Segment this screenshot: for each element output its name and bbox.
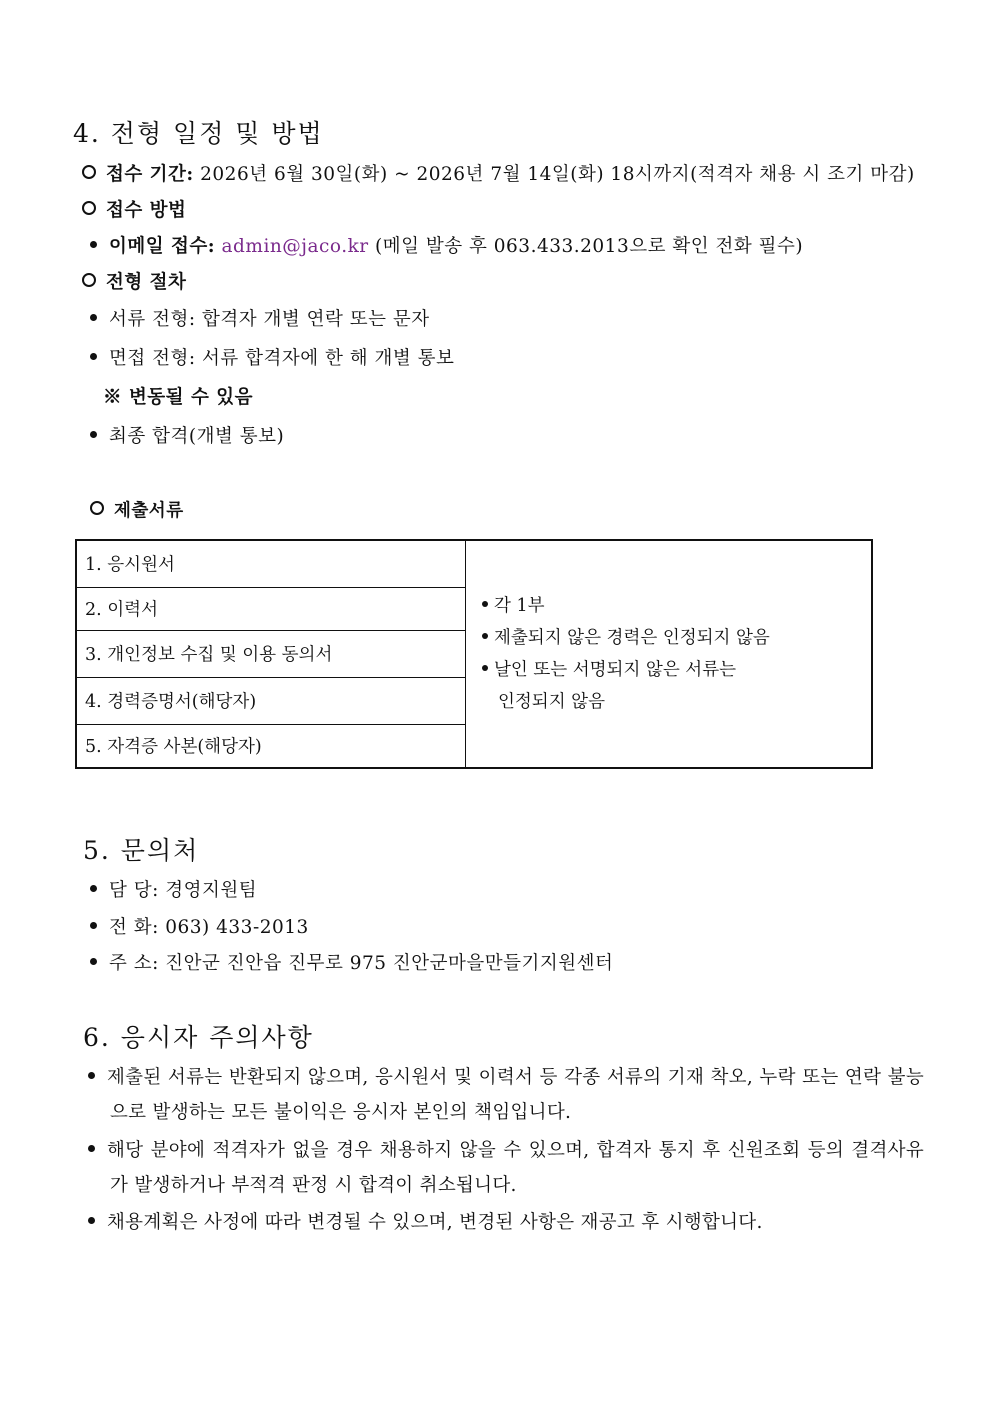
dot-bullet-icon bbox=[90, 241, 97, 248]
note-text: 각 1부 bbox=[494, 596, 545, 616]
email-note: (메일 발송 후 063.433.2013으로 확인 전화 필수) bbox=[368, 236, 804, 257]
period-label: 접수 기간: bbox=[106, 164, 194, 185]
dot-bullet-icon bbox=[90, 314, 97, 321]
docs-title: 제출서류 bbox=[114, 501, 184, 521]
dot-bullet-icon bbox=[482, 665, 488, 671]
documents-table bbox=[75, 539, 873, 769]
note-line bbox=[482, 622, 871, 654]
circle-bullet-icon bbox=[82, 273, 96, 287]
circle-bullet-icon bbox=[82, 201, 96, 215]
note-text: 제출되지 않은 경력은 인정되지 않음 bbox=[494, 628, 770, 648]
docs-notes-cell bbox=[466, 540, 873, 768]
dot-bullet-icon bbox=[90, 353, 97, 360]
doc-cell: 5. 자격증 사본(해당자) bbox=[76, 724, 466, 768]
email-link[interactable]: admin@jaco.kr bbox=[221, 236, 369, 257]
notice-text: 제출된 서류는 반환되지 않으며, 응시원서 및 이력서 등 각종 서류의 기재 착오, 누락 또는 연락 불능으로 발생하는 모든 불이익은 응시자 본인의 책임입니다. bbox=[107, 1067, 924, 1123]
change-note: ※ 변동될 수 있음 bbox=[103, 387, 254, 408]
period-line bbox=[82, 160, 915, 186]
process-title-line bbox=[82, 268, 186, 294]
dot-bullet-icon bbox=[90, 431, 97, 438]
dot-bullet-icon bbox=[90, 958, 97, 965]
notice-item bbox=[88, 1060, 924, 1130]
method-title-line bbox=[82, 196, 186, 222]
circle-bullet-icon bbox=[82, 165, 96, 179]
email-line bbox=[90, 232, 803, 258]
notice-text: 채용계획은 사정에 따라 변경될 수 있으며, 변경된 사항은 재공고 후 시행합니다. bbox=[107, 1212, 763, 1233]
dot-bullet-icon bbox=[88, 1145, 95, 1152]
email-label: 이메일 접수: bbox=[109, 236, 216, 257]
dot-bullet-icon bbox=[90, 885, 97, 892]
process-item-text: 면접 전형: 서류 합격자에 한 해 개별 통보 bbox=[109, 348, 455, 369]
note-text: 날인 또는 서명되지 않은 서류는 bbox=[494, 660, 737, 680]
section6-title: 6. 응시자 주의사항 bbox=[83, 1023, 314, 1052]
circle-bullet-icon bbox=[90, 501, 104, 515]
notice-item bbox=[88, 1205, 924, 1240]
process-title: 전형 절차 bbox=[106, 272, 187, 293]
contact-item bbox=[90, 949, 613, 975]
contact-text: 주 소: 진안군 진안읍 진무로 975 진안군마을만들기지원센터 bbox=[109, 953, 614, 974]
section5-title: 5. 문의처 bbox=[83, 836, 200, 865]
dot-bullet-icon bbox=[482, 601, 488, 607]
final-item bbox=[90, 422, 284, 448]
note-line bbox=[482, 654, 871, 686]
process-item bbox=[90, 344, 454, 370]
note-line bbox=[482, 590, 871, 622]
doc-cell: 1. 응시원서 bbox=[76, 540, 466, 587]
process-item-text: 서류 전형: 합격자 개별 연락 또는 문자 bbox=[109, 309, 430, 330]
contact-text: 전 화: 063) 433-2013 bbox=[109, 917, 309, 938]
doc-cell: 4. 경력증명서(해당자) bbox=[76, 677, 466, 724]
final-item-text: 최종 합격(개별 통보) bbox=[109, 426, 285, 447]
section4-title: 4. 전형 일정 및 방법 bbox=[73, 119, 324, 148]
method-title: 접수 방법 bbox=[106, 200, 187, 221]
contact-item bbox=[90, 876, 257, 902]
note-text: 인정되지 않음 bbox=[498, 692, 605, 712]
dot-bullet-icon bbox=[90, 922, 97, 929]
notice-text: 해당 분야에 적격자가 없을 경우 채용하지 않을 수 있으며, 합격자 통지 후 신원조회 등의 결격사유가 발생하거나 부적격 판정 시 합격이 취소됩니다. bbox=[107, 1140, 924, 1196]
notice-item bbox=[88, 1133, 924, 1203]
docs-title-line bbox=[90, 497, 184, 522]
note-line bbox=[482, 686, 871, 718]
doc-cell: 2. 이력서 bbox=[76, 587, 466, 630]
dot-bullet-icon bbox=[88, 1217, 95, 1224]
dot-bullet-icon bbox=[88, 1072, 95, 1079]
dot-bullet-icon bbox=[482, 633, 488, 639]
period-value: 2026년 6월 30일(화) ~ 2026년 7월 14일(화) 18시까지(적격자 채용 시 조기 마감) bbox=[193, 164, 915, 185]
process-item bbox=[90, 305, 430, 331]
contact-item bbox=[90, 913, 309, 939]
doc-cell: 3. 개인정보 수집 및 이용 동의서 bbox=[76, 630, 466, 677]
contact-text: 담 당: 경영지원팀 bbox=[109, 880, 258, 901]
table-row bbox=[76, 540, 872, 587]
